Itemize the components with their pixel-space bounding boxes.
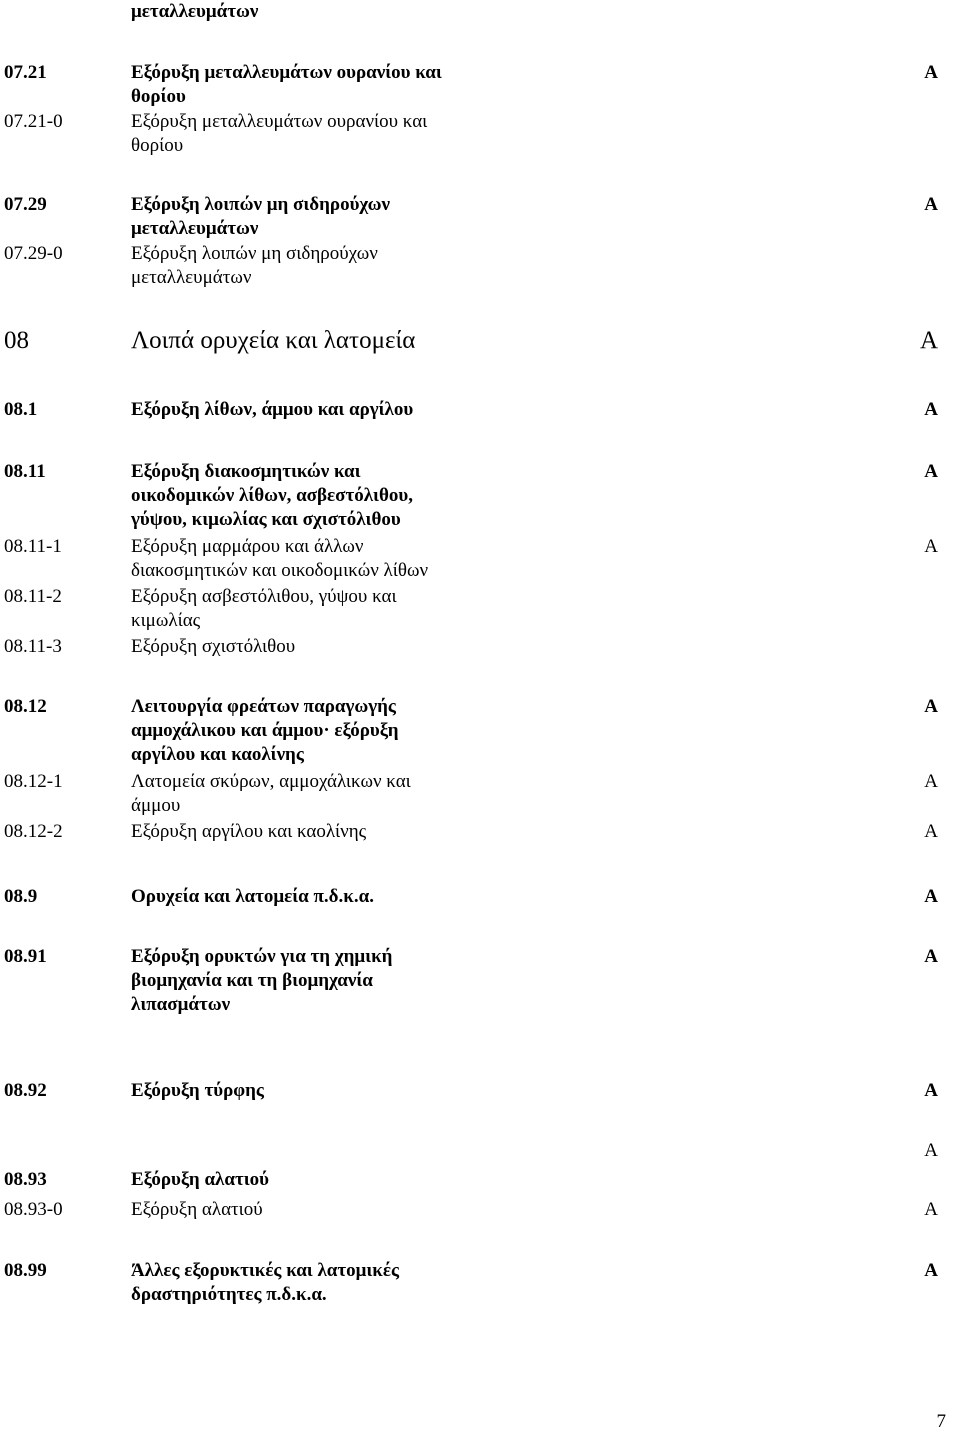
entry-description: Λοιπά ορυχεία και λατομεία [131, 327, 416, 354]
entry-mark: Α [924, 399, 938, 420]
entry-code: 08.1 [4, 399, 38, 420]
entry-description: Εξόρυξη λοιπών μη σιδηρούχων μεταλλευμάτων [131, 243, 378, 288]
entry-code: 07.21 [4, 62, 47, 83]
entry-description: Εξόρυξη ασβεστόλιθου, γύψου και κιμωλίας [131, 586, 397, 631]
entry-mark: Α [924, 536, 938, 557]
entry-description: Εξόρυξη μαρμάρου και άλλων διακοσμητικών και οικοδομικών λίθων [131, 536, 429, 581]
entry-description: Εξόρυξη ορυκτών για τη χημική βιομηχανία και τη βιομηχανία λιπασμάτων [131, 946, 393, 1015]
entry-code: 08.12-1 [4, 771, 63, 792]
page-number: 7 [936, 1411, 946, 1432]
entry-description: Εξόρυξη αλατιού [131, 1199, 263, 1220]
entry-code: 08.92 [4, 1080, 47, 1101]
entry-code: 08.93-0 [4, 1199, 63, 1220]
entry-description: Εξόρυξη αλατιού [131, 1169, 270, 1190]
entry-mark: Α [924, 821, 938, 842]
entry-code: 08.12 [4, 696, 47, 717]
entry-description: Ορυχεία και λατομεία π.δ.κ.α. [131, 886, 374, 907]
entry-description: Λειτουργία φρεάτων παραγωγής αμμοχάλικου και άμμου· εξόρυξη αργίλου και καολίνης [131, 696, 399, 765]
entry-mark: Α [924, 696, 938, 717]
entry-mark: Α [924, 1199, 938, 1220]
entry-description: Λατομεία σκύρων, αμμοχάλικων και άμμου [131, 771, 411, 816]
entry-description: μεταλλευμάτων [131, 1, 259, 22]
entry-mark: Α [924, 194, 938, 215]
entry-code: 08.99 [4, 1260, 47, 1281]
entry-code: 08.11-1 [4, 536, 62, 557]
entry-code: 07.21-0 [4, 111, 63, 132]
entry-description: Εξόρυξη μεταλλευμάτων ουρανίου και θορίου [131, 62, 442, 107]
entry-mark: Α [924, 1260, 938, 1281]
entry-description: Εξόρυξη τύρφης [131, 1080, 264, 1101]
entry-mark: Α [924, 946, 938, 967]
entry-mark: Α [924, 1080, 938, 1101]
entry-mark: Α [924, 1140, 938, 1161]
entry-code: 08.9 [4, 886, 38, 907]
entry-code: 08.11-3 [4, 636, 62, 657]
entry-mark: Α [924, 886, 938, 907]
entry-mark: Α [924, 461, 938, 482]
entry-description: Εξόρυξη λίθων, άμμου και αργίλου [131, 399, 414, 420]
entry-mark: Α [919, 327, 938, 354]
entry-description: Εξόρυξη αργίλου και καολίνης [131, 821, 367, 842]
entry-mark: Α [924, 771, 938, 792]
entry-description: Εξόρυξη διακοσμητικών και οικοδομικών λίθων, ασβεστόλιθου, γύψου, κιμωλίας και σχιστόλιθου [131, 461, 413, 530]
entry-code: 08 [4, 327, 29, 354]
entry-code: 07.29-0 [4, 243, 63, 264]
entry-code: 08.93 [4, 1169, 47, 1190]
entry-mark: Α [924, 62, 938, 83]
entry-code: 08.11-2 [4, 586, 62, 607]
entry-description: Εξόρυξη μεταλλευμάτων ουρανίου και θορίου [131, 111, 428, 156]
entry-code: 08.12-2 [4, 821, 63, 842]
entry-description: Άλλες εξορυκτικές και λατομικές δραστηριότητες π.δ.κ.α. [131, 1260, 399, 1305]
entry-description: Εξόρυξη σχιστόλιθου [131, 636, 296, 657]
entry-code: 08.91 [4, 946, 47, 967]
entry-code: 07.29 [4, 194, 47, 215]
entry-description: Εξόρυξη λοιπών μη σιδηρούχων μεταλλευμάτων [131, 194, 391, 239]
entry-code: 08.11 [4, 461, 46, 482]
